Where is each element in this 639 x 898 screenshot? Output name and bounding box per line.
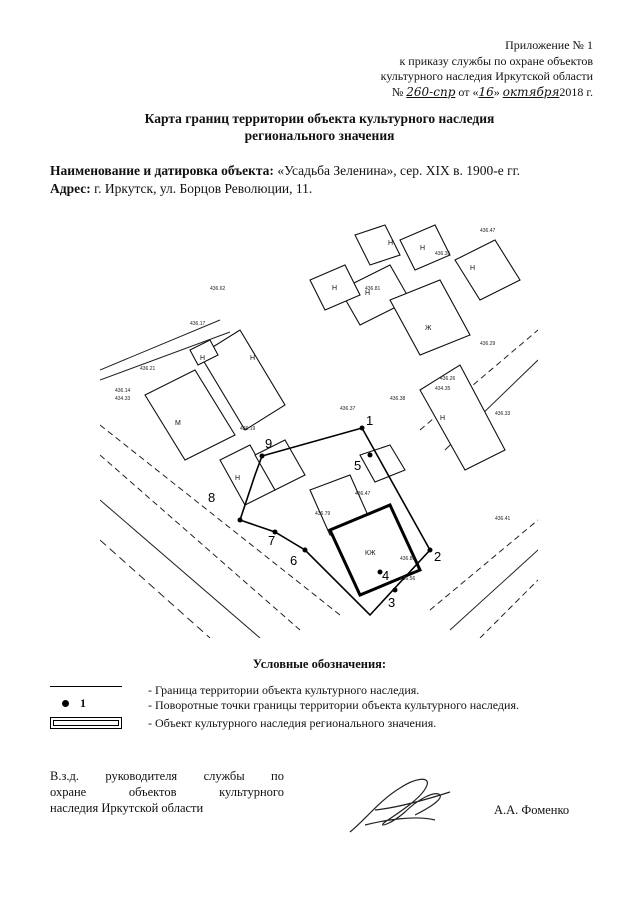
point-label: 5 (354, 458, 362, 473)
elevation: 436.47 (480, 228, 496, 234)
appendix-line3: культурного наследия Иркутской области (380, 69, 593, 83)
elevation: 436.26 (440, 376, 456, 382)
point-label: 7 (268, 533, 276, 548)
elevation: 434.33 (115, 396, 131, 402)
appendix-line1: Приложение № 1 (505, 38, 593, 52)
order-day: 16 (478, 84, 494, 99)
object-name-row (50, 162, 520, 180)
elevation: 436.86 (400, 556, 416, 562)
signatory-line1: В.з.д. руководителя службы по (50, 769, 284, 783)
elevation: 436.38 (390, 396, 406, 402)
elevation: 436.62 (210, 286, 226, 292)
legend-rect-text: - Объект культурного наследия регионального значения. (148, 716, 437, 730)
building-label: Н (250, 355, 256, 362)
point-label: 9 (265, 436, 273, 451)
legend-title: Условные обозначения: (252, 657, 387, 671)
building-label: Н (388, 240, 394, 247)
signatory-name: А.А. Фоменко (494, 803, 570, 817)
building-label: Н (440, 415, 446, 422)
page-title (0, 110, 639, 144)
building-label: КЖ (365, 550, 376, 557)
title-line1: Карта границ территории объекта культурного наследия (144, 111, 495, 126)
boundary-map (100, 220, 538, 638)
point-label: 3 (388, 595, 396, 610)
object-address-row (50, 180, 520, 198)
building-label: Н (365, 290, 371, 297)
point-label: 2 (434, 549, 442, 564)
object-address-value: г. Иркутск, ул. Борцов Революции, 11. (90, 181, 313, 196)
elevation: 436.17 (190, 321, 206, 327)
elevation: 436.47 (355, 491, 371, 497)
elevation: 436.41 (495, 516, 511, 522)
legend-point-symbol (62, 700, 69, 707)
order-year: 2018 г. (559, 84, 593, 99)
legend-line-symbol (50, 686, 122, 687)
elevation: 436.81 (365, 286, 381, 292)
building-label: Н (200, 355, 206, 362)
point-label: 8 (208, 490, 216, 505)
elevation: 434.35 (435, 386, 451, 392)
elevation: 436.79 (315, 511, 331, 517)
signatory-title (50, 768, 284, 816)
building-label: Н (470, 265, 476, 272)
object-info (50, 162, 520, 198)
signatory-line3: наследия Иркутской области (50, 801, 204, 815)
legend-point-text: - Поворотные точки границы территории объекта культурного наследия. (148, 698, 519, 712)
from-label: от « (458, 84, 479, 99)
order-month: октября (502, 84, 560, 99)
elevation: 436.21 (140, 366, 156, 372)
point-label: 6 (290, 553, 298, 568)
elevation: 436.29 (480, 341, 496, 347)
legend-rect-symbol (50, 717, 122, 729)
title-line2: регионального значения (244, 128, 395, 143)
elevation: 436.14 (115, 388, 131, 394)
building-label: М (175, 420, 181, 427)
number-prefix: № (391, 84, 404, 99)
handwritten-signature (345, 770, 455, 840)
elevation: 436.35 (435, 251, 451, 257)
building-label: Н (332, 285, 338, 292)
object-name-label: Наименование и датировка объекта: (50, 163, 274, 178)
appendix-line2: к приказу службы по охране объектов (399, 53, 593, 68)
appendix-number-line (381, 85, 593, 101)
signatory-line2: охране объектов культурного (50, 785, 284, 799)
elevation: 436.56 (400, 576, 416, 582)
building-label: Н (420, 245, 426, 252)
close-quote: » (493, 84, 500, 99)
object-name-value: «Усадьба Зеленина», сер. XIX в. 1900-е гг. (273, 163, 520, 178)
appendix-block (381, 38, 593, 100)
legend-line-text: - Граница территории объекта культурного наследия. (148, 683, 420, 697)
elevation: 436.37 (340, 406, 356, 412)
legend-point-number: 1 (80, 696, 86, 710)
elevation: 436.19 (240, 426, 256, 432)
elevation: 436.33 (495, 411, 511, 417)
point-label: 4 (382, 568, 390, 583)
object-address-label: Адрес: (50, 181, 91, 196)
building-label: Ж (425, 325, 432, 332)
point-label: 1 (366, 413, 374, 428)
order-number: 260-спр (406, 84, 456, 99)
building-label: Н (235, 475, 241, 482)
